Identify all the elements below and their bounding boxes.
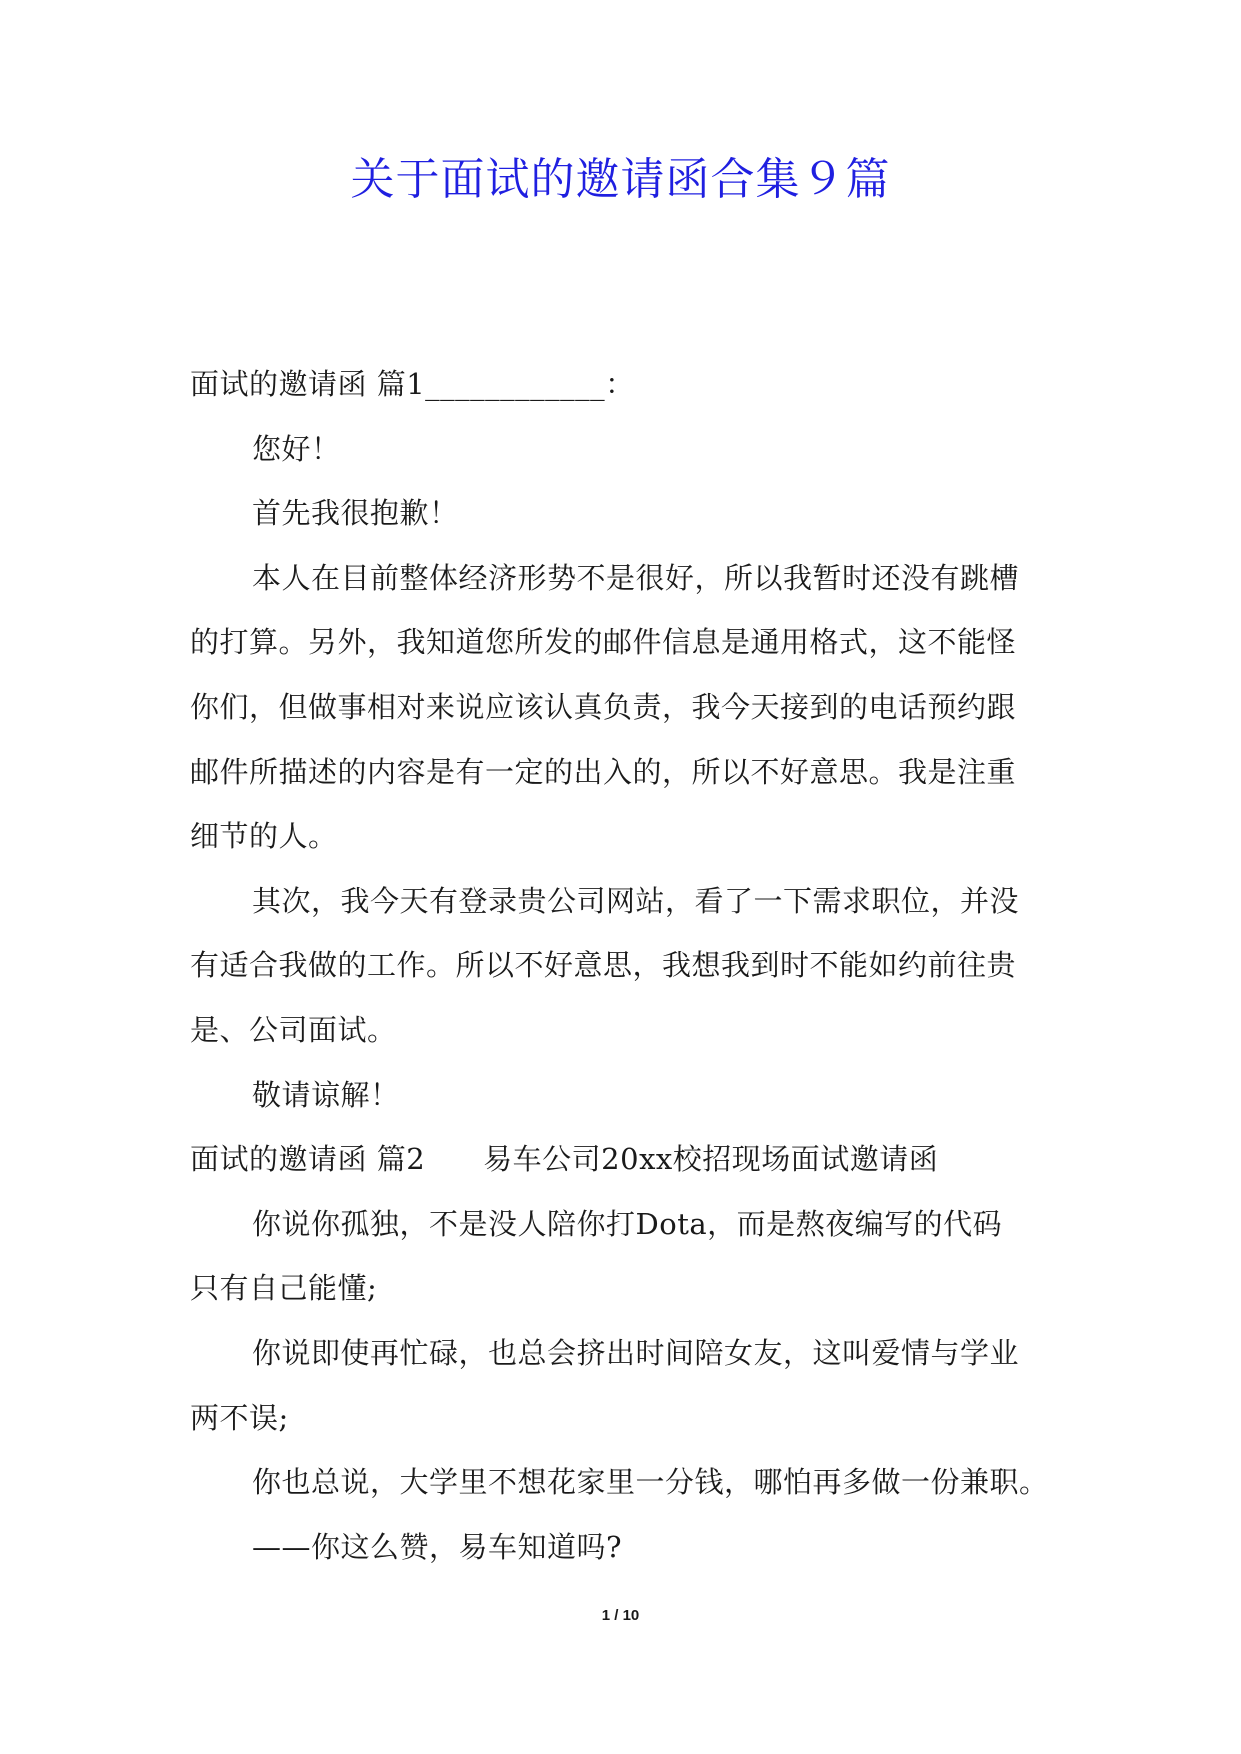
- paragraph-line: 细节的人。: [190, 819, 338, 854]
- greeting: 您好！: [252, 431, 341, 466]
- document-body: [190, 352, 1055, 1579]
- paragraph-line: 其次，我今天有登录贵公司网站，看了一下需求职位，并没: [252, 883, 1020, 918]
- paragraph-line: 你说你孤独，不是没人陪你打Dota，而是熬夜编写的代码: [252, 1206, 1003, 1241]
- paragraph-line: 两不误;: [190, 1400, 289, 1435]
- page-number: 1 / 10: [601, 1607, 640, 1624]
- paragraph-line: ——你这么赞，易车知道吗?: [252, 1529, 623, 1564]
- section-1-heading: 面试的邀请函 篇1____________：: [190, 367, 635, 401]
- paragraph-line: 只有自己能懂;: [190, 1271, 378, 1306]
- section-2-title: 易车公司20xx校招现场面试邀请函: [483, 1142, 939, 1177]
- paragraph-line: 你们，但做事相对来说应该认真负责，我今天接到的电话预约跟: [190, 689, 1017, 724]
- paragraph-line: 有适合我做的工作。所以不好意思，我想我到时不能如约前往贵: [190, 948, 1017, 983]
- paragraph-line: 的打算。另外，我知道您所发的邮件信息是通用格式，这不能怪: [190, 625, 1017, 660]
- document-title: 关于面试的邀请函合集９篇: [350, 154, 891, 205]
- paragraph-line: 你也总说，大学里不想花家里一分钱，哪怕再多做一份兼职。: [252, 1465, 1049, 1500]
- paragraph-line: 你说即使再忙碌，也总会挤出时间陪女友，这叫爱情与学业: [252, 1335, 1020, 1370]
- apology-line: 首先我很抱歉！: [252, 496, 459, 531]
- paragraph-line: 本人在目前整体经济形势不是很好，所以我暂时还没有跳槽: [252, 560, 1020, 595]
- paragraph-line: 是、公司面试。: [190, 1012, 397, 1047]
- paragraph-line: 邮件所描述的内容是有一定的出入的，所以不好意思。我是注重: [190, 754, 1017, 789]
- section-2-heading: [190, 1127, 1055, 1192]
- section-2-label: 面试的邀请函 篇2: [190, 1142, 426, 1177]
- closing-line: 敬请谅解！: [252, 1077, 400, 1112]
